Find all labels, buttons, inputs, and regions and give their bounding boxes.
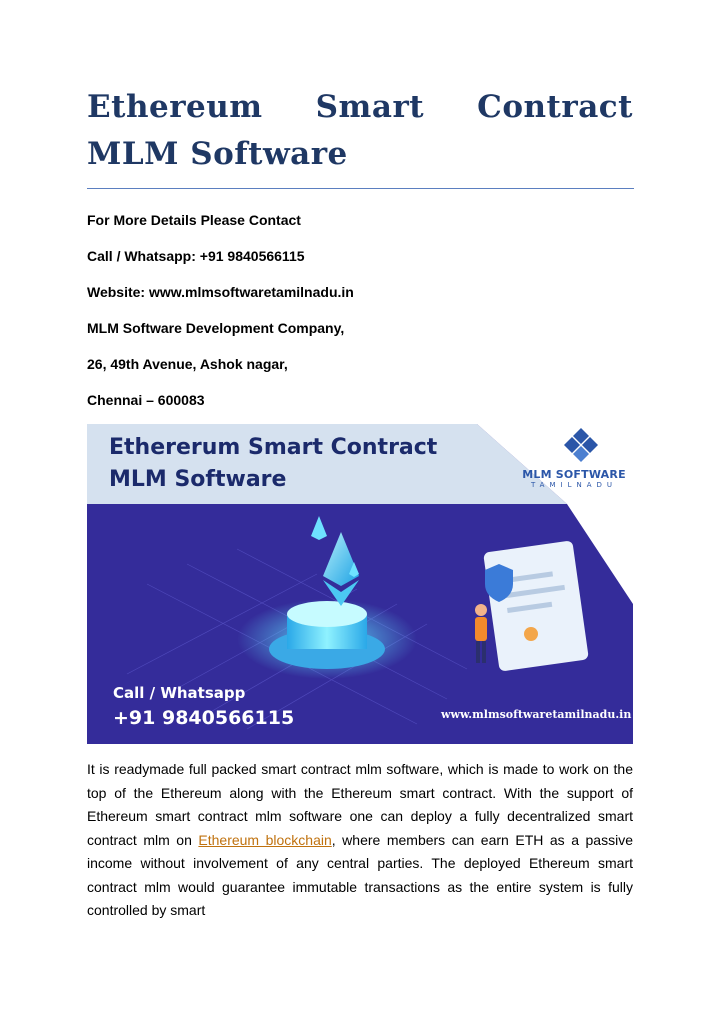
brand-subtitle: TAMILNADU bbox=[530, 481, 618, 489]
contact-city: Chennai – 600083 bbox=[87, 392, 205, 408]
brand-name: MLM SOFTWARE bbox=[522, 468, 626, 481]
title-divider bbox=[87, 188, 634, 189]
body-text-end: , where members can earn ETH as a passive income without involvement of any central parties. The deployed Ethereum smart contract mlm would guarantee immutable transactions as the entire system is fully controlled by smart bbox=[87, 831, 633, 918]
contact-block bbox=[87, 210, 633, 426]
brand-logo-icon bbox=[519, 432, 629, 466]
page-title: Ethereum Smart Contract MLM Software bbox=[87, 89, 633, 172]
body-paragraph bbox=[87, 758, 633, 923]
brand-logo bbox=[519, 432, 629, 489]
promo-banner-image bbox=[87, 424, 633, 744]
contact-heading: For More Details Please Contact bbox=[87, 212, 301, 228]
contact-company: MLM Software Development Company, bbox=[87, 320, 345, 336]
body-text-start: It is readymade full packed smart contract mlm software, which is made to work on the top of the Ethereum along with the Ethereum smart contract. With the support of Ethereum smart contract mlm software one can deploy a fully decentralized smart contract mlm on bbox=[87, 761, 633, 848]
contact-address: 26, 49th Avenue, Ashok nagar, bbox=[87, 356, 288, 372]
ethereum-blockchain-link[interactable]: Ethereum blockchain bbox=[198, 831, 332, 848]
contact-phone: Call / Whatsapp: +91 9840566115 bbox=[87, 248, 305, 264]
contact-website: Website: www.mlmsoftwaretamilnadu.in bbox=[87, 284, 354, 300]
banner-call-label: Call / Whatsapp bbox=[113, 684, 246, 702]
banner-call-number: +91 9840566115 bbox=[113, 707, 295, 729]
banner-url: www.mlmsoftwaretamilnadu.in bbox=[441, 708, 632, 721]
banner-title: Ethererum Smart Contract MLM Software bbox=[109, 435, 438, 492]
